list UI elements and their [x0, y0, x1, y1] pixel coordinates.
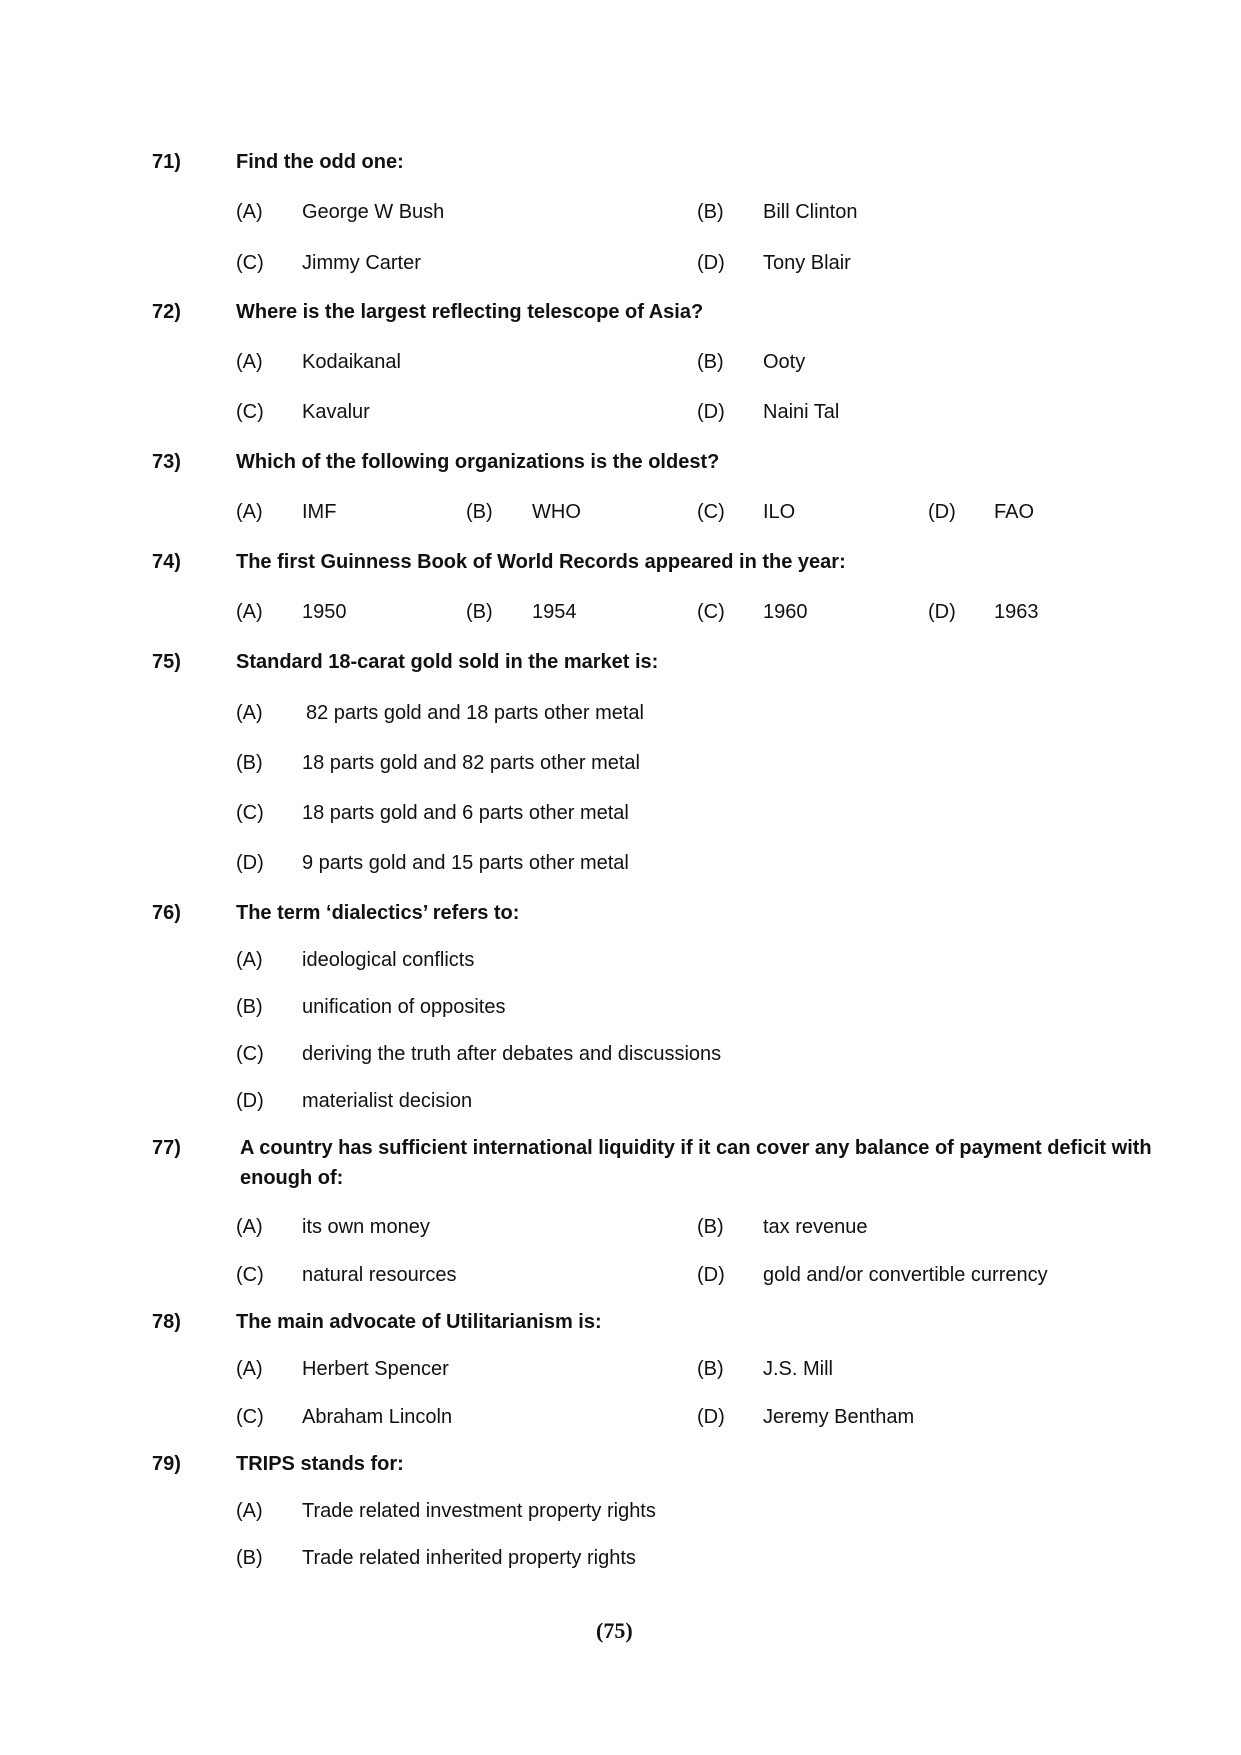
option-letter: (A)	[236, 501, 263, 523]
option-text: 1954	[532, 601, 577, 623]
option-text: deriving the truth after debates and discussions	[302, 1043, 722, 1065]
option-text: tax revenue	[763, 1216, 868, 1238]
option-letter: (A)	[236, 201, 263, 223]
option-letter: (A)	[236, 601, 263, 623]
option-text: Trade related inherited property rights	[302, 1547, 636, 1569]
option-letter: (B)	[236, 752, 263, 774]
option-text: FAO	[994, 501, 1035, 523]
option-letter: (C)	[236, 1264, 264, 1286]
option-letter: (C)	[236, 802, 264, 824]
question-text: Which of the following organizations is the oldest?	[236, 451, 720, 473]
question-text: Standard 18-carat gold sold in the market is:	[236, 651, 659, 673]
option-letter: (A)	[236, 949, 263, 971]
option-letter: (D)	[928, 501, 956, 523]
option-text: Bill Clinton	[763, 201, 858, 223]
option-text: 18 parts gold and 6 parts other metal	[302, 802, 629, 824]
option-text: Abraham Lincoln	[302, 1406, 453, 1428]
option-letter: (D)	[697, 252, 725, 274]
question-number: 76)	[152, 902, 181, 924]
option-letter: (B)	[466, 601, 493, 623]
option-letter: (B)	[697, 1358, 724, 1380]
option-letter: (C)	[236, 252, 264, 274]
option-text: WHO	[532, 501, 581, 523]
option-text: Jeremy Bentham	[763, 1406, 915, 1428]
option-text: 9 parts gold and 15 parts other metal	[302, 852, 629, 874]
option-letter: (A)	[236, 1216, 263, 1238]
question-text: The main advocate of Utilitarianism is:	[236, 1311, 602, 1333]
option-letter: (B)	[697, 201, 724, 223]
option-letter: (C)	[236, 401, 264, 423]
question-number: 74)	[152, 551, 181, 573]
question-text: TRIPS stands for:	[236, 1453, 404, 1475]
question-number: 77)	[152, 1137, 181, 1159]
option-letter: (B)	[236, 996, 263, 1018]
option-text: gold and/or convertible currency	[763, 1264, 1048, 1286]
option-text: George W Bush	[302, 201, 445, 223]
question-text: The first Guinness Book of World Records appeared in the year:	[236, 551, 846, 573]
option-letter: (A)	[236, 351, 263, 373]
question-number: 72)	[152, 301, 181, 323]
option-text: Kavalur	[302, 401, 370, 423]
question-number: 79)	[152, 1453, 181, 1475]
question-number: 78)	[152, 1311, 181, 1333]
option-text: 82 parts gold and 18 parts other metal	[306, 702, 644, 724]
question-number: 71)	[152, 151, 181, 173]
option-text: Kodaikanal	[302, 351, 401, 373]
question-text: Find the odd one:	[236, 151, 404, 173]
option-letter: (A)	[236, 702, 263, 724]
option-text: IMF	[302, 501, 337, 523]
option-letter: (D)	[697, 401, 725, 423]
option-letter: (C)	[697, 501, 725, 523]
option-letter: (D)	[928, 601, 956, 623]
option-text: 1960	[763, 601, 808, 623]
option-letter: (D)	[697, 1264, 725, 1286]
option-letter: (A)	[236, 1500, 263, 1522]
option-text: Ooty	[763, 351, 806, 373]
option-text: Herbert Spencer	[302, 1358, 449, 1380]
option-text: its own money	[302, 1216, 430, 1238]
option-letter: (D)	[236, 1090, 264, 1112]
option-text: natural resources	[302, 1264, 457, 1286]
question-number: 75)	[152, 651, 181, 673]
option-text: Tony Blair	[763, 252, 851, 274]
option-text: Trade related investment property rights	[302, 1500, 656, 1522]
option-letter: (C)	[697, 601, 725, 623]
option-letter: (B)	[697, 1216, 724, 1238]
option-text: unification of opposites	[302, 996, 506, 1018]
question-text: A country has sufficient international liquidity if it can cover any balance of payment deficit with enough of:	[240, 1137, 1152, 1189]
option-letter: (B)	[697, 351, 724, 373]
page-number: (75)	[596, 1618, 633, 1643]
option-text: 18 parts gold and 82 parts other metal	[302, 752, 640, 774]
option-text: J.S. Mill	[763, 1358, 833, 1380]
option-letter: (C)	[236, 1043, 264, 1065]
question-text: Where is the largest reflecting telescope of Asia?	[236, 301, 704, 323]
option-letter: (D)	[697, 1406, 725, 1428]
option-letter: (A)	[236, 1358, 263, 1380]
option-letter: (B)	[466, 501, 493, 523]
option-text: ideological conflicts	[302, 949, 475, 971]
question-text: The term ‘dialectics’ refers to:	[236, 902, 520, 924]
option-text: 1950	[302, 601, 347, 623]
option-text: materialist decision	[302, 1090, 473, 1112]
option-text: Naini Tal	[763, 401, 840, 423]
option-text: Jimmy Carter	[302, 252, 421, 274]
option-letter: (C)	[236, 1406, 264, 1428]
option-text: ILO	[763, 501, 796, 523]
option-letter: (B)	[236, 1547, 263, 1569]
option-letter: (D)	[236, 852, 264, 874]
option-text: 1963	[994, 601, 1039, 623]
question-number: 73)	[152, 451, 181, 473]
